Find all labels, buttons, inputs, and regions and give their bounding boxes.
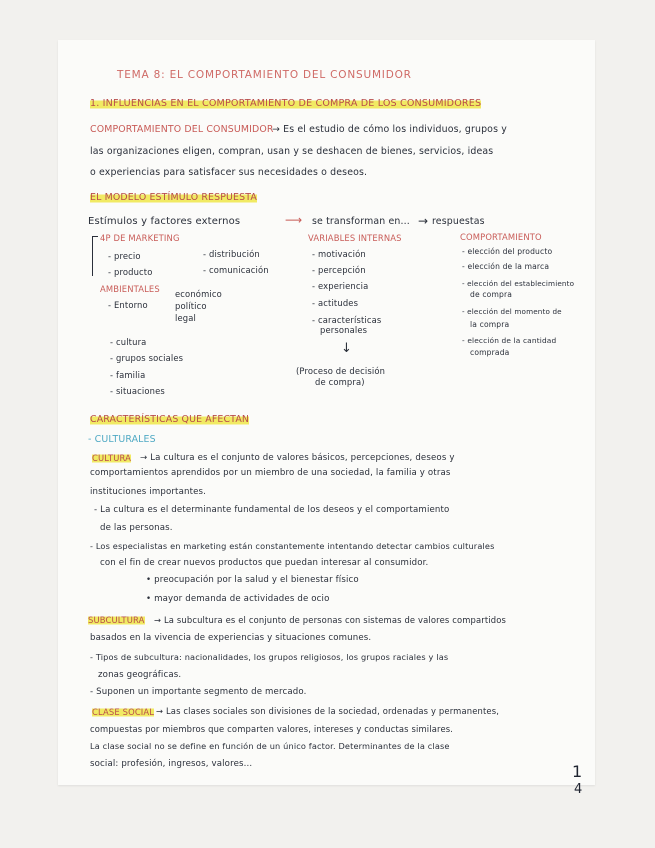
marketing-product: - producto — [108, 267, 153, 277]
entorno-legal: legal — [175, 313, 197, 323]
sub-bullet-salud: • preocupación por la salud y el bienestar físico — [146, 575, 359, 585]
sub-bullet-ocio: • mayor demanda de actividades de ocio — [146, 594, 330, 604]
bullet-a-line-1: - La cultura es el determinante fundamental de los deseos y el comportamiento — [94, 505, 450, 515]
consumer-behavior-term: COMPORTAMIENTO DEL CONSUMIDOR — [90, 124, 274, 135]
resp-momento: - elección del momento de — [462, 307, 562, 316]
cultura-line-3: instituciones importantes. — [90, 487, 207, 497]
clase-social-label: CLASE SOCIAL — [92, 707, 155, 717]
variable-personales: personales — [320, 325, 368, 335]
ambiental-cultura: - cultura — [110, 337, 147, 347]
bracket-line — [92, 236, 93, 276]
clase-line-3: La clase social no se define en función de un único factor. Determinantes de la clase — [90, 741, 450, 751]
model-heading: EL MODELO ESTÍMULO RESPUESTA — [90, 192, 257, 203]
variable-actitudes: - actitudes — [312, 298, 359, 308]
cultura-label: CULTURA — [92, 453, 131, 463]
culturales-heading: - CULTURALES — [88, 434, 156, 445]
subcultura-line-1: → La subcultura es el conjunto de personas con sistemas de valores compartidos — [154, 615, 507, 625]
flow-arrow-2: → — [418, 214, 429, 228]
variable-experiencia: - experiencia — [312, 281, 369, 291]
entorno-politico: político — [175, 301, 207, 311]
variables-heading: VARIABLES INTERNAS — [308, 233, 402, 243]
tipos-line-1: - Tipos de subcultura: nacionalidades, los grupos religiosos, los grupos raciales y las — [90, 652, 449, 662]
variable-caracteristicas: - características — [312, 315, 382, 325]
cultura-line-2: comportamientos aprendidos por un miembro de una sociedad, la familia y otras — [90, 468, 451, 478]
entorno-label: - Entorno — [108, 300, 148, 310]
clase-line-2: compuestas por miembros que comparten valores, intereses y conductas similares. — [90, 724, 454, 734]
marketing-communication: - comunicación — [203, 265, 269, 275]
clase-line-1: → Las clases sociales son divisiones de la sociedad, ordenadas y permanentes, — [156, 706, 500, 716]
cultura-line-1: → La cultura es el conjunto de valores básicos, percepciones, deseos y — [140, 453, 455, 463]
flow-stimuli: Estímulos y factores externos — [88, 216, 241, 227]
resp-establecimiento: - elección del establecimiento — [462, 279, 575, 288]
definition-line-2: las organizaciones eligen, compran, usan y se deshacen de bienes, servicios, ideas — [90, 146, 494, 157]
suponen-line: - Suponen un importante segmento de mercado. — [90, 687, 307, 697]
page-title: TEMA 8: EL COMPORTAMIENTO DEL CONSUMIDOR — [117, 69, 412, 81]
flow-responses: respuestas — [432, 216, 485, 227]
decision-process-line2: de compra) — [315, 377, 365, 387]
resp-de-compra: de compra — [470, 290, 513, 299]
resp-producto: - elección del producto — [462, 247, 553, 256]
bracket-top — [92, 236, 98, 237]
tipos-line-2: zonas geográficas. — [98, 670, 182, 680]
ambiental-familia: - familia — [110, 370, 146, 380]
entorno-economico: económico — [175, 289, 222, 299]
resp-cantidad: - elección de la cantidad — [462, 336, 557, 345]
resp-marca: - elección de la marca — [462, 262, 550, 271]
bullet-b-line-2: con el fin de crear nuevos productos que puedan interesar al consumidor. — [100, 558, 429, 568]
clase-line-4: social: profesión, ingresos, valores... — [90, 759, 253, 769]
marketing-heading: 4P DE MARKETING — [100, 233, 180, 243]
bullet-b-line-1: - Los especialistas en marketing están constantemente intentando detectar cambios culturales — [90, 541, 495, 551]
ambiental-situaciones: - situaciones — [110, 386, 165, 396]
marketing-distribution: - distribución — [203, 249, 260, 259]
subcultura-label: SUBCULTURA — [88, 615, 145, 625]
decision-down-arrow: ↓ — [341, 341, 353, 356]
notebook-page — [58, 40, 595, 797]
definition-line-1: → Es el estudio de cómo los individuos, grupos y — [272, 124, 507, 135]
section1-heading: 1. INFLUENCIAS EN EL COMPORTAMIENTO DE COMPRA DE LOS CONSUMIDORES — [90, 98, 482, 109]
page-count: 4 — [574, 782, 583, 797]
page-number: 1 — [572, 762, 583, 781]
bullet-a-line-2: de las personas. — [100, 523, 173, 533]
marketing-price: - precio — [108, 251, 141, 261]
decision-process-line1: (Proceso de decisión — [296, 366, 386, 376]
ambientales-heading: AMBIENTALES — [100, 284, 160, 294]
flow-arrow: ⟶ — [285, 213, 303, 227]
definition-line-3: o experiencias para satisfacer sus necesidades o deseos. — [90, 167, 368, 178]
subcultura-line-2: basados en la vivencia de experiencias y situaciones comunes. — [90, 633, 372, 643]
flow-transform: se transforman en... — [312, 216, 410, 227]
variable-percepcion: - percepción — [312, 265, 366, 275]
comportamiento-heading: COMPORTAMIENTO — [460, 232, 542, 242]
variable-motivacion: - motivación — [312, 249, 366, 259]
caracteristicas-heading: CARACTERÍSTICAS QUE AFECTAN — [90, 414, 250, 425]
resp-la-compra: la compra — [470, 320, 510, 329]
resp-comprada: comprada — [470, 348, 510, 357]
ambiental-grupos: - grupos sociales — [110, 353, 184, 363]
